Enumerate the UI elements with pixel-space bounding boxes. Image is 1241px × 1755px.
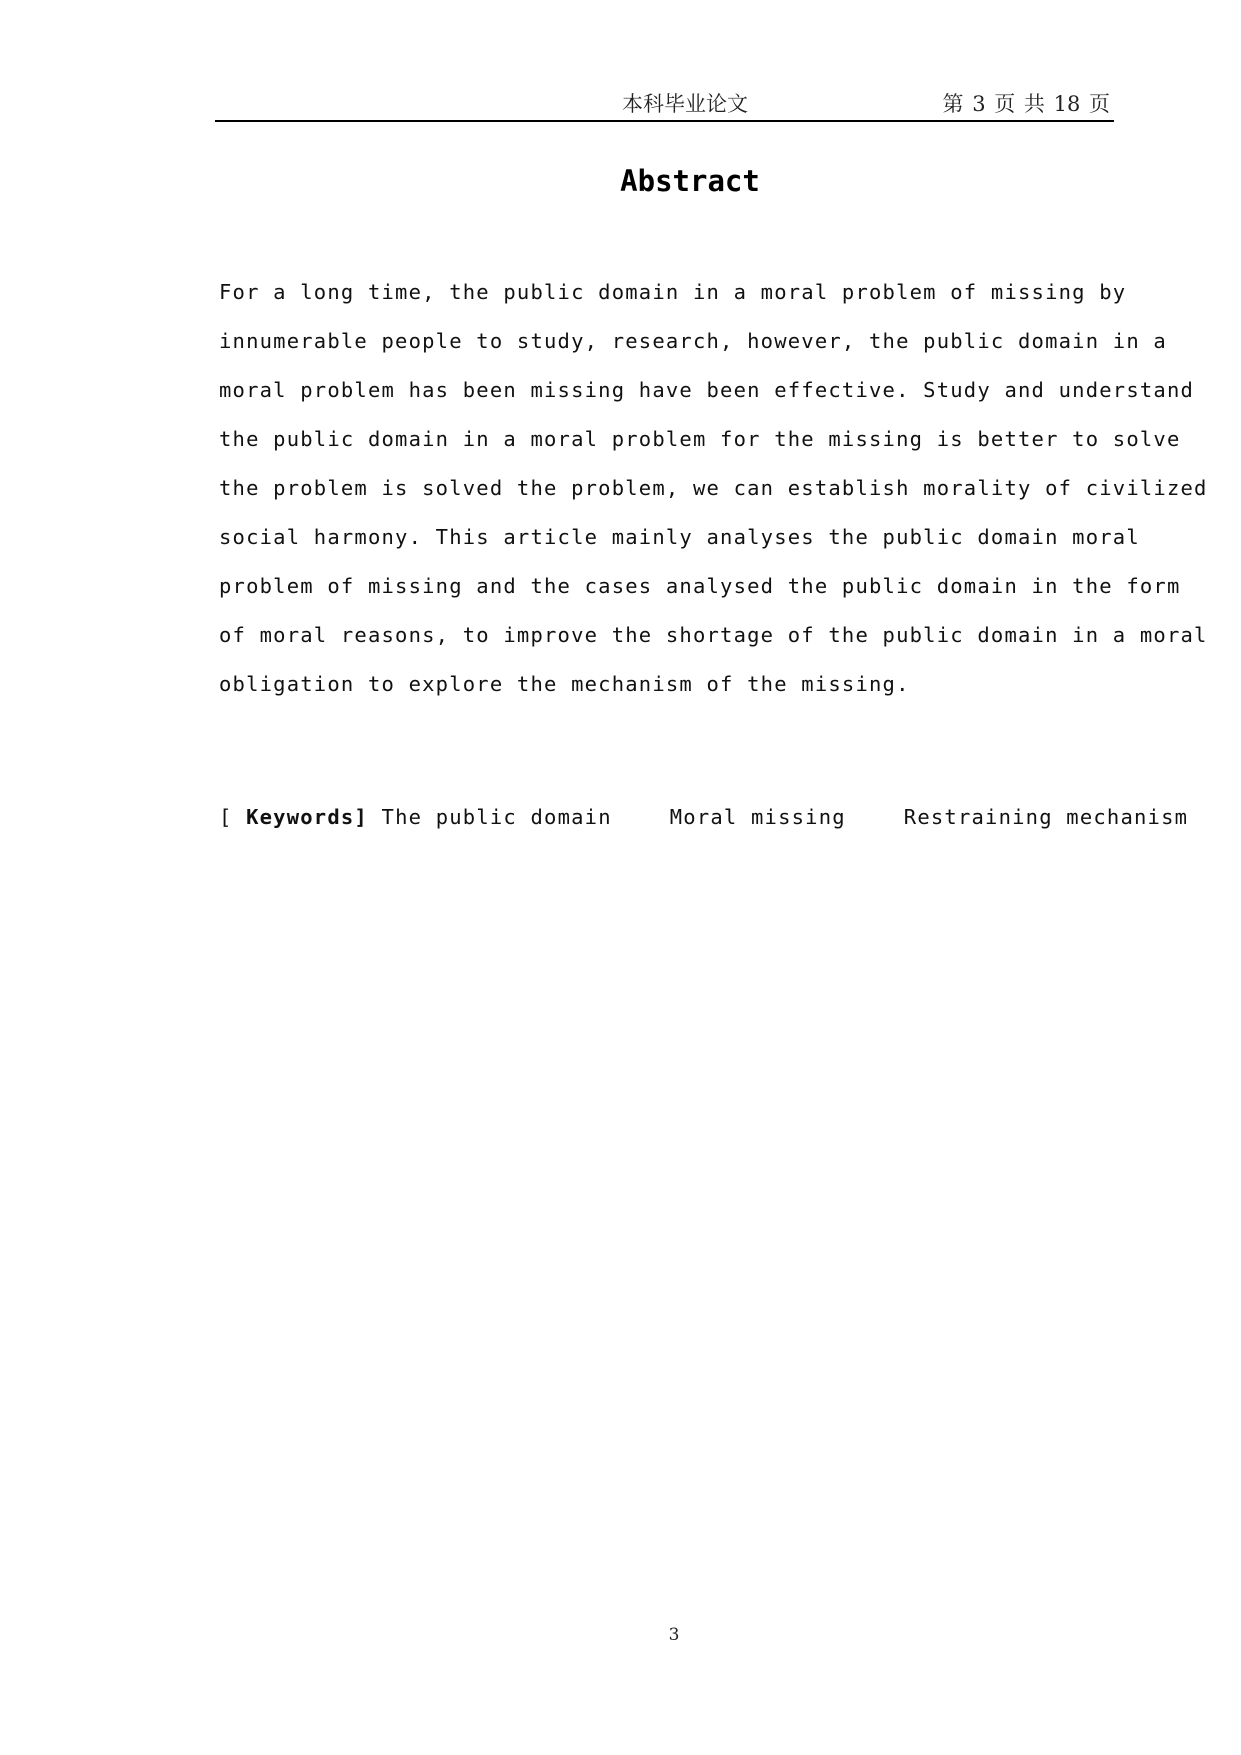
keyword-item: Restraining mechanism — [903, 805, 1189, 829]
keyword-item: Moral missing — [669, 805, 846, 829]
header-page-info: 第 3 页 共 18 页 — [942, 92, 1110, 116]
keywords-label: Keywords] — [246, 805, 368, 829]
keyword-item: The public domain — [381, 805, 612, 829]
page-header — [215, 86, 1114, 122]
abstract-heading: Abstract — [620, 164, 760, 198]
abstract-line: innumerable people to study, research, however, the public domain in a — [219, 329, 1167, 353]
abstract-line: problem of missing and the cases analysed the public domain in the form — [219, 574, 1181, 598]
abstract-line: moral problem has been missing have been effective. Study and understand — [219, 378, 1195, 402]
keywords-line — [219, 805, 1188, 829]
abstract-line: obligation to explore the mechanism of the missing. — [219, 672, 910, 696]
keywords-open-bracket: [ — [219, 805, 233, 829]
header-title: 本科毕业论文 — [622, 92, 748, 116]
abstract-line: For a long time, the public domain in a moral problem of missing by — [219, 280, 1127, 304]
abstract-body — [219, 268, 1208, 709]
abstract-line: the problem is solved the problem, we can establish morality of civilized — [219, 476, 1208, 500]
abstract-line: of moral reasons, to improve the shortage of the public domain in a moral — [219, 623, 1208, 647]
abstract-line: the public domain in a moral problem for the missing is better to solve — [219, 427, 1181, 451]
page-number: 3 — [668, 1625, 680, 1645]
abstract-line: social harmony. This article mainly analyses the public domain moral — [219, 525, 1140, 549]
